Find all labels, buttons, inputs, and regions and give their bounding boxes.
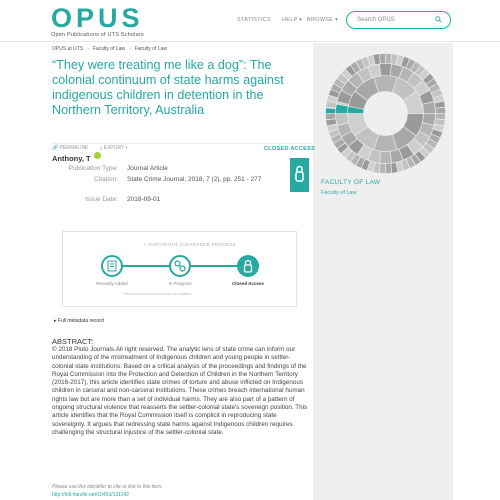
nav-statistics[interactable]: STATISTICS bbox=[237, 17, 271, 23]
faculty-link[interactable]: Faculty of Law bbox=[321, 190, 357, 196]
abstract-body: © 2018 Pluto Journals.All right reserved. The analytic lens of state crime can inform our understanding of the mistreatment of Indigenous children and young people in settler-colonial state institutions. Based on a critical analysis of the proceedings and findings of the Royal Commission into the Protection and Detention of Children in the Northern Territory (2016-2017), this article identifies state crimes of torture and abuse inflicted on Indigenous children in carceral and non-carceral institutions. These crimes breach international human rights law but are more than a set of individual harms. They are also part of a pattern of ongoing structural violence that reasserts the settler-colonial state's sovereign position. This article identifies that the Royal Commission itself is complicit in reproducing state sovereignty. It argues that redressing state harms against Indigenous children requires challenging the structural injustice of the settler-colonial state. bbox=[52, 346, 308, 436]
document-icon bbox=[103, 257, 121, 275]
search-placeholder: Search OPUS bbox=[357, 17, 395, 23]
process-footer: This item is closed access and not available. bbox=[123, 292, 193, 296]
process-title: ⚐ COPYRIGHT CLEARANCE PROCESS bbox=[143, 242, 236, 247]
step-closed-access bbox=[237, 255, 259, 277]
full-metadata-label: Full metadata record bbox=[57, 318, 104, 324]
nav-help[interactable]: HELP ▾ bbox=[282, 17, 303, 23]
copyright-process-panel bbox=[62, 231, 297, 307]
step-label: Recently Added bbox=[96, 281, 128, 286]
sunburst-segment[interactable] bbox=[379, 54, 385, 64]
link-icon bbox=[171, 257, 189, 275]
sunburst-segment[interactable] bbox=[379, 63, 391, 75]
meta-label: Citation: bbox=[94, 176, 118, 183]
meta-value: Journal Article bbox=[127, 165, 168, 172]
meta-label: Issue Date: bbox=[85, 196, 118, 203]
search-input[interactable] bbox=[346, 11, 451, 29]
meta-value: State Crime Journal, 2018, 7 (2), pp. 251 - 277 bbox=[127, 176, 262, 183]
logo-wordmark: OPUS bbox=[51, 3, 144, 33]
sunburst-segment[interactable] bbox=[386, 163, 392, 173]
divider bbox=[52, 143, 312, 144]
breadcrumb-separator: › bbox=[129, 46, 131, 52]
export-label: EXPORT ▾ bbox=[103, 145, 128, 151]
nav-browse[interactable]: BROWSE ▾ bbox=[307, 17, 339, 23]
author-name-text: Anthony, T bbox=[52, 154, 91, 163]
closed-access-lock-icon bbox=[290, 158, 309, 192]
breadcrumb-item-faculty-2[interactable]: Faculty of Law bbox=[134, 46, 167, 52]
logo-subtitle: Open Publications of UTS Scholars bbox=[51, 32, 144, 38]
step-label: In Progress bbox=[168, 281, 192, 286]
search-icon[interactable] bbox=[435, 16, 442, 23]
breadcrumb-item-opus[interactable]: OPUS at UTS bbox=[52, 46, 84, 52]
orcid-icon[interactable] bbox=[94, 152, 101, 159]
author-visible[interactable] bbox=[52, 154, 91, 163]
site-header bbox=[0, 0, 500, 42]
page-title: “They were treating me like a dog”: The colonial continuum of state harms against indigenous children in detention in the Northern Territory, Australia bbox=[52, 58, 284, 117]
opus-logo[interactable] bbox=[51, 5, 144, 38]
breadcrumb-item-faculty[interactable]: Faculty of Law bbox=[92, 46, 126, 52]
full-metadata-toggle[interactable]: ▸ Full metadata record bbox=[54, 318, 104, 324]
meta-label: Publication Type: bbox=[68, 165, 118, 172]
step-recently-added bbox=[101, 255, 123, 277]
sunburst-segment[interactable] bbox=[326, 108, 336, 114]
sunburst-segment[interactable] bbox=[379, 151, 391, 163]
faculty-title: FACULTY OF LAW bbox=[321, 179, 381, 186]
step-in-progress bbox=[169, 255, 191, 277]
lock-icon bbox=[237, 255, 259, 277]
permalink-label: PERMALINK bbox=[59, 145, 89, 151]
sunburst-segment[interactable] bbox=[326, 114, 336, 120]
breadcrumb bbox=[52, 46, 167, 52]
process-title-text: COPYRIGHT CLEARANCE PROCESS bbox=[148, 242, 236, 247]
breadcrumb-separator: › bbox=[87, 46, 89, 52]
permalink-link[interactable]: 🔗 PERMALINK bbox=[52, 145, 89, 151]
meta-value: 2018-09-01 bbox=[127, 196, 161, 203]
access-status: CLOSED ACCESS bbox=[264, 146, 316, 152]
abstract-heading: ABSTRACT: bbox=[52, 337, 94, 346]
faculty-sunburst-chart[interactable] bbox=[323, 51, 448, 176]
sunburst-segment[interactable] bbox=[435, 107, 445, 113]
handle-link[interactable]: http://hdl.handle.net/10453/131142 bbox=[52, 492, 129, 498]
cite-note: Please use this identifier to cite or link to this item: bbox=[52, 484, 163, 490]
step-label: Closed Access bbox=[232, 281, 264, 286]
export-dropdown[interactable]: ⤓ EXPORT ▾ bbox=[100, 145, 128, 151]
